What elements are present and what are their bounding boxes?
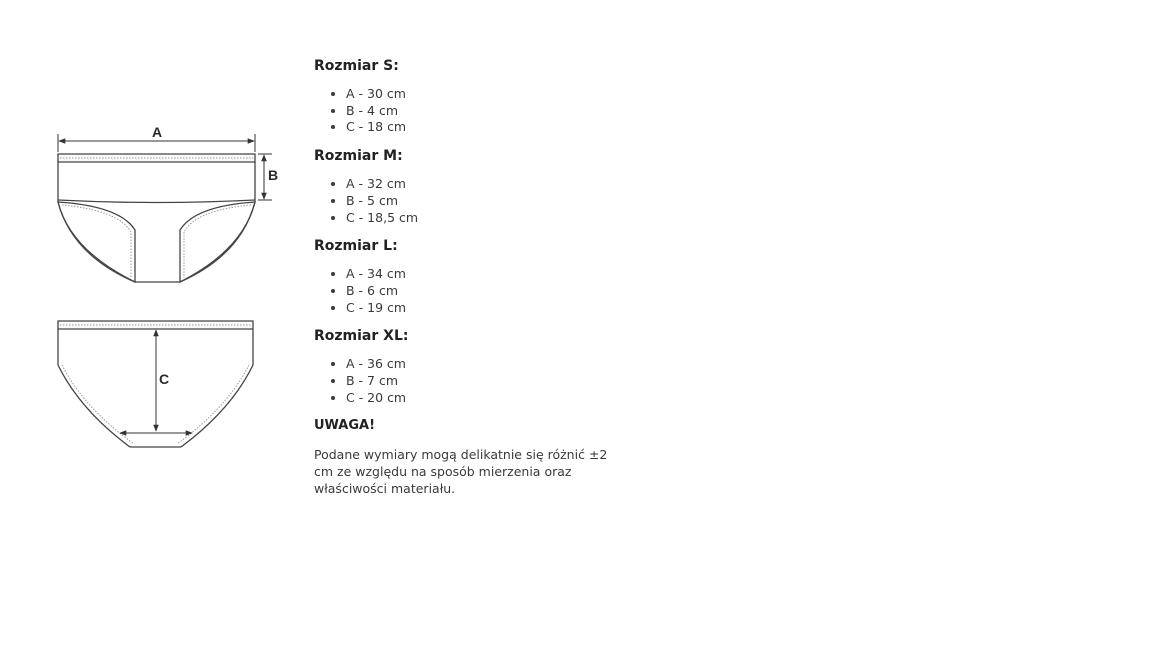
list-item: • A - 34 cm [346, 266, 634, 283]
size-chart [314, 56, 634, 497]
size-block-l [314, 236, 634, 316]
list-item: • B - 6 cm [346, 283, 634, 300]
size-block-m [314, 146, 634, 226]
list-item: • B - 5 cm [346, 193, 634, 210]
list-item: • A - 36 cm [346, 356, 634, 373]
label-a: A [152, 124, 163, 140]
size-block-xl [314, 326, 634, 406]
size-list [314, 356, 634, 406]
size-diagram [0, 110, 305, 460]
size-heading: Rozmiar XL: [314, 328, 409, 345]
label-c: C [159, 371, 170, 387]
list-item: • C - 18,5 cm [346, 210, 634, 227]
size-heading: Rozmiar M: [314, 148, 403, 165]
size-list [314, 176, 634, 226]
list-item: • C - 20 cm [346, 390, 634, 407]
measure-c [120, 330, 192, 433]
notice-text: Podane wymiary mogą delikatnie się różnić ±2 cm ze względu na sposób mierzenia oraz właściwości materiału. [314, 447, 608, 497]
size-block-s [314, 56, 634, 136]
front-view [58, 154, 255, 282]
size-list [314, 266, 634, 316]
list-item: • C - 18 cm [346, 119, 634, 136]
list-item: • A - 30 cm [346, 86, 634, 103]
size-list [314, 86, 634, 136]
list-item: • A - 32 cm [346, 176, 634, 193]
notice-title: UWAGA! [314, 418, 376, 434]
list-item: • C - 19 cm [346, 300, 634, 317]
list-item: • B - 4 cm [346, 103, 634, 120]
size-heading: Rozmiar S: [314, 58, 399, 74]
measure-b [258, 154, 278, 200]
measure-a [58, 124, 255, 152]
label-b: B [268, 167, 279, 183]
list-item: • B - 7 cm [346, 373, 634, 390]
size-heading: Rozmiar L: [314, 238, 398, 255]
briefs-measurement-drawing [0, 110, 305, 460]
